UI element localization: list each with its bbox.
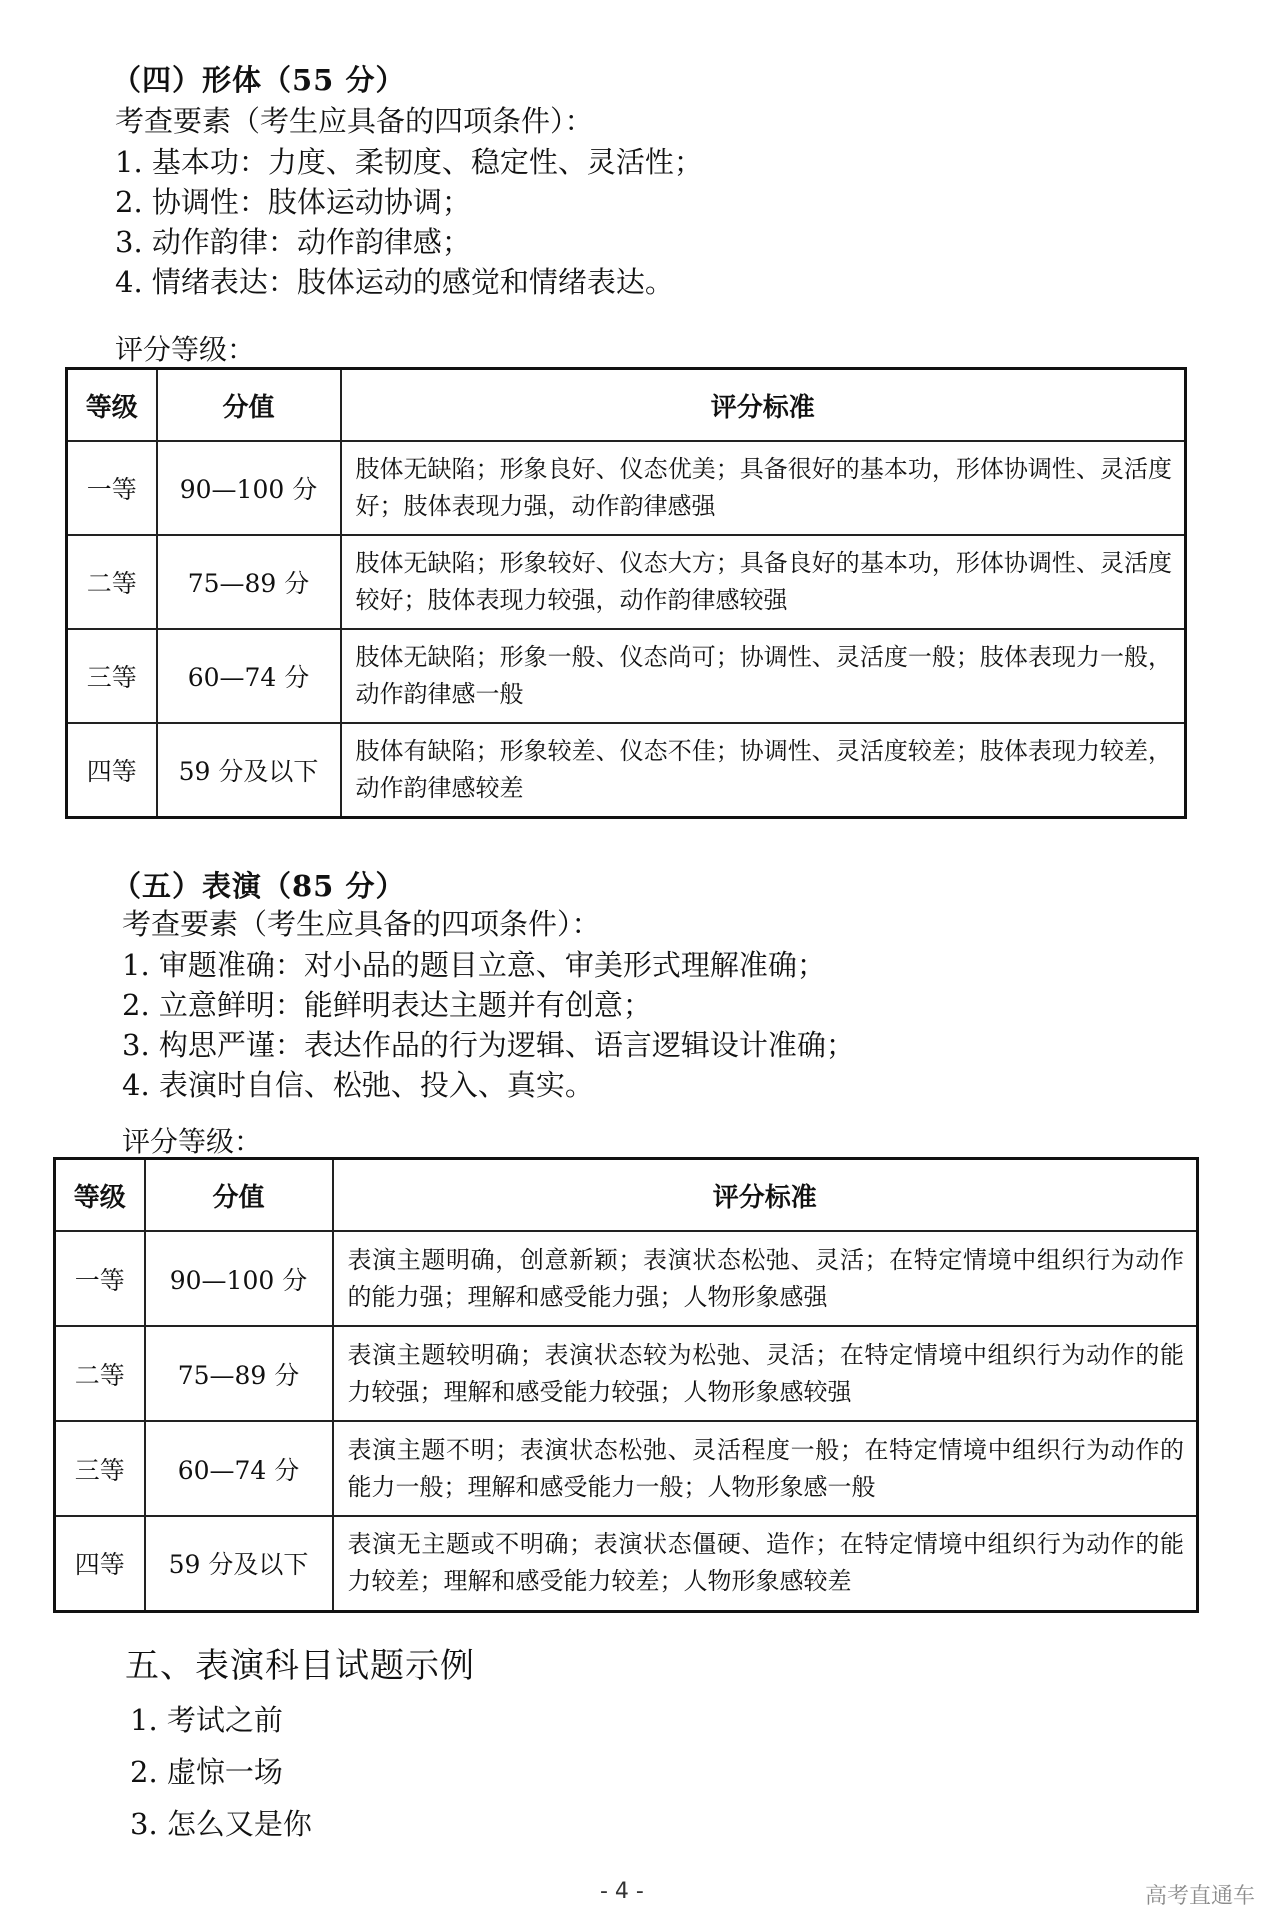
row-criteria: 表演主题较明确；表演状态较为松弛、灵活；在特定情境中组织行为动作的能力较强；理解和感受能力较强；人物形象感较强 bbox=[333, 1326, 1198, 1421]
table-header-row bbox=[67, 369, 1186, 442]
section4-item-2: 2. 协调性：肢体运动协调； bbox=[115, 185, 471, 219]
section5-item-2: 2. 立意鲜明：能鲜明表达主题并有创意； bbox=[122, 988, 652, 1022]
header-level: 等级 bbox=[67, 369, 157, 442]
row-score: 75—89 分 bbox=[145, 1326, 333, 1421]
table-row bbox=[67, 535, 1186, 629]
example-2: 2. 虚惊一场 bbox=[130, 1755, 283, 1789]
page-number: - 4 - bbox=[600, 1879, 644, 1904]
section4-item-1: 1. 基本功：力度、柔韧度、稳定性、灵活性； bbox=[115, 145, 703, 179]
section5-item-1: 1. 审题准确：对小品的题目立意、审美形式理解准确； bbox=[122, 948, 826, 982]
section5-intro: 考查要素（考生应具备的四项条件）： bbox=[122, 907, 601, 941]
row-level: 二等 bbox=[67, 535, 157, 629]
table-header-row bbox=[55, 1159, 1198, 1232]
header-score: 分值 bbox=[145, 1159, 333, 1232]
row-level: 一等 bbox=[55, 1231, 145, 1326]
section5-grading-table bbox=[53, 1157, 1199, 1613]
row-score: 75—89 分 bbox=[157, 535, 341, 629]
section5-title: （五）表演（85 分） bbox=[112, 869, 406, 903]
row-criteria: 肢体有缺陷；形象较差、仪态不佳；协调性、灵活度较差；肢体表现力较差，动作韵律感较差 bbox=[341, 723, 1186, 817]
row-level: 一等 bbox=[67, 441, 157, 535]
row-level: 三等 bbox=[55, 1421, 145, 1516]
section5-grading-label: 评分等级： bbox=[122, 1125, 263, 1158]
header-level: 等级 bbox=[55, 1159, 145, 1232]
section4-grading-table bbox=[65, 367, 1187, 819]
row-score: 90—100 分 bbox=[157, 441, 341, 535]
watermark: 高考直通车 bbox=[1145, 1884, 1256, 1909]
table-row bbox=[55, 1231, 1198, 1326]
table-row bbox=[55, 1421, 1198, 1516]
section4-item-3: 3. 动作韵律：动作韵律感； bbox=[115, 225, 471, 259]
section5-item-3: 3. 构思严谨：表达作品的行为逻辑、语言逻辑设计准确； bbox=[122, 1028, 855, 1062]
table-row bbox=[67, 629, 1186, 723]
row-criteria: 表演主题明确，创意新颖；表演状态松弛、灵活；在特定情境中组织行为动作的能力强；理解和感受能力强；人物形象感强 bbox=[333, 1231, 1198, 1326]
section4-grading-label: 评分等级： bbox=[115, 333, 256, 366]
table-row bbox=[55, 1516, 1198, 1611]
header-criteria: 评分标准 bbox=[341, 369, 1186, 442]
row-criteria: 表演主题不明；表演状态松弛、灵活程度一般；在特定情境中组织行为动作的能力一般；理解和感受能力一般；人物形象感一般 bbox=[333, 1421, 1198, 1516]
example-1: 1. 考试之前 bbox=[130, 1703, 283, 1737]
section4-title: （四）形体（55 分） bbox=[112, 63, 406, 97]
header-criteria: 评分标准 bbox=[333, 1159, 1198, 1232]
header-score: 分值 bbox=[157, 369, 341, 442]
table-row bbox=[67, 723, 1186, 817]
row-level: 四等 bbox=[55, 1516, 145, 1611]
row-level: 二等 bbox=[55, 1326, 145, 1421]
row-criteria: 肢体无缺陷；形象良好、仪态优美；具备很好的基本功，形体协调性、灵活度好；肢体表现力强，动作韵律感强 bbox=[341, 441, 1186, 535]
part5-title: 五、表演科目试题示例 bbox=[125, 1646, 475, 1686]
row-score: 60—74 分 bbox=[157, 629, 341, 723]
section4-item-4: 4. 情绪表达：肢体运动的感觉和情绪表达。 bbox=[115, 265, 674, 299]
example-3: 3. 怎么又是你 bbox=[130, 1807, 312, 1841]
row-score: 59 分及以下 bbox=[157, 723, 341, 817]
row-score: 60—74 分 bbox=[145, 1421, 333, 1516]
section5-item-4: 4. 表演时自信、松弛、投入、真实。 bbox=[122, 1068, 594, 1102]
table-row bbox=[67, 441, 1186, 535]
row-score: 59 分及以下 bbox=[145, 1516, 333, 1611]
section4-intro: 考查要素（考生应具备的四项条件）： bbox=[115, 104, 594, 138]
row-score: 90—100 分 bbox=[145, 1231, 333, 1326]
row-level: 四等 bbox=[67, 723, 157, 817]
row-criteria: 表演无主题或不明确；表演状态僵硬、造作；在特定情境中组织行为动作的能力较差；理解和感受能力较差；人物形象感较差 bbox=[333, 1516, 1198, 1611]
table-row bbox=[55, 1326, 1198, 1421]
row-criteria: 肢体无缺陷；形象较好、仪态大方；具备良好的基本功，形体协调性、灵活度较好；肢体表现力较强，动作韵律感较强 bbox=[341, 535, 1186, 629]
row-criteria: 肢体无缺陷；形象一般、仪态尚可；协调性、灵活度一般；肢体表现力一般，动作韵律感一般 bbox=[341, 629, 1186, 723]
row-level: 三等 bbox=[67, 629, 157, 723]
